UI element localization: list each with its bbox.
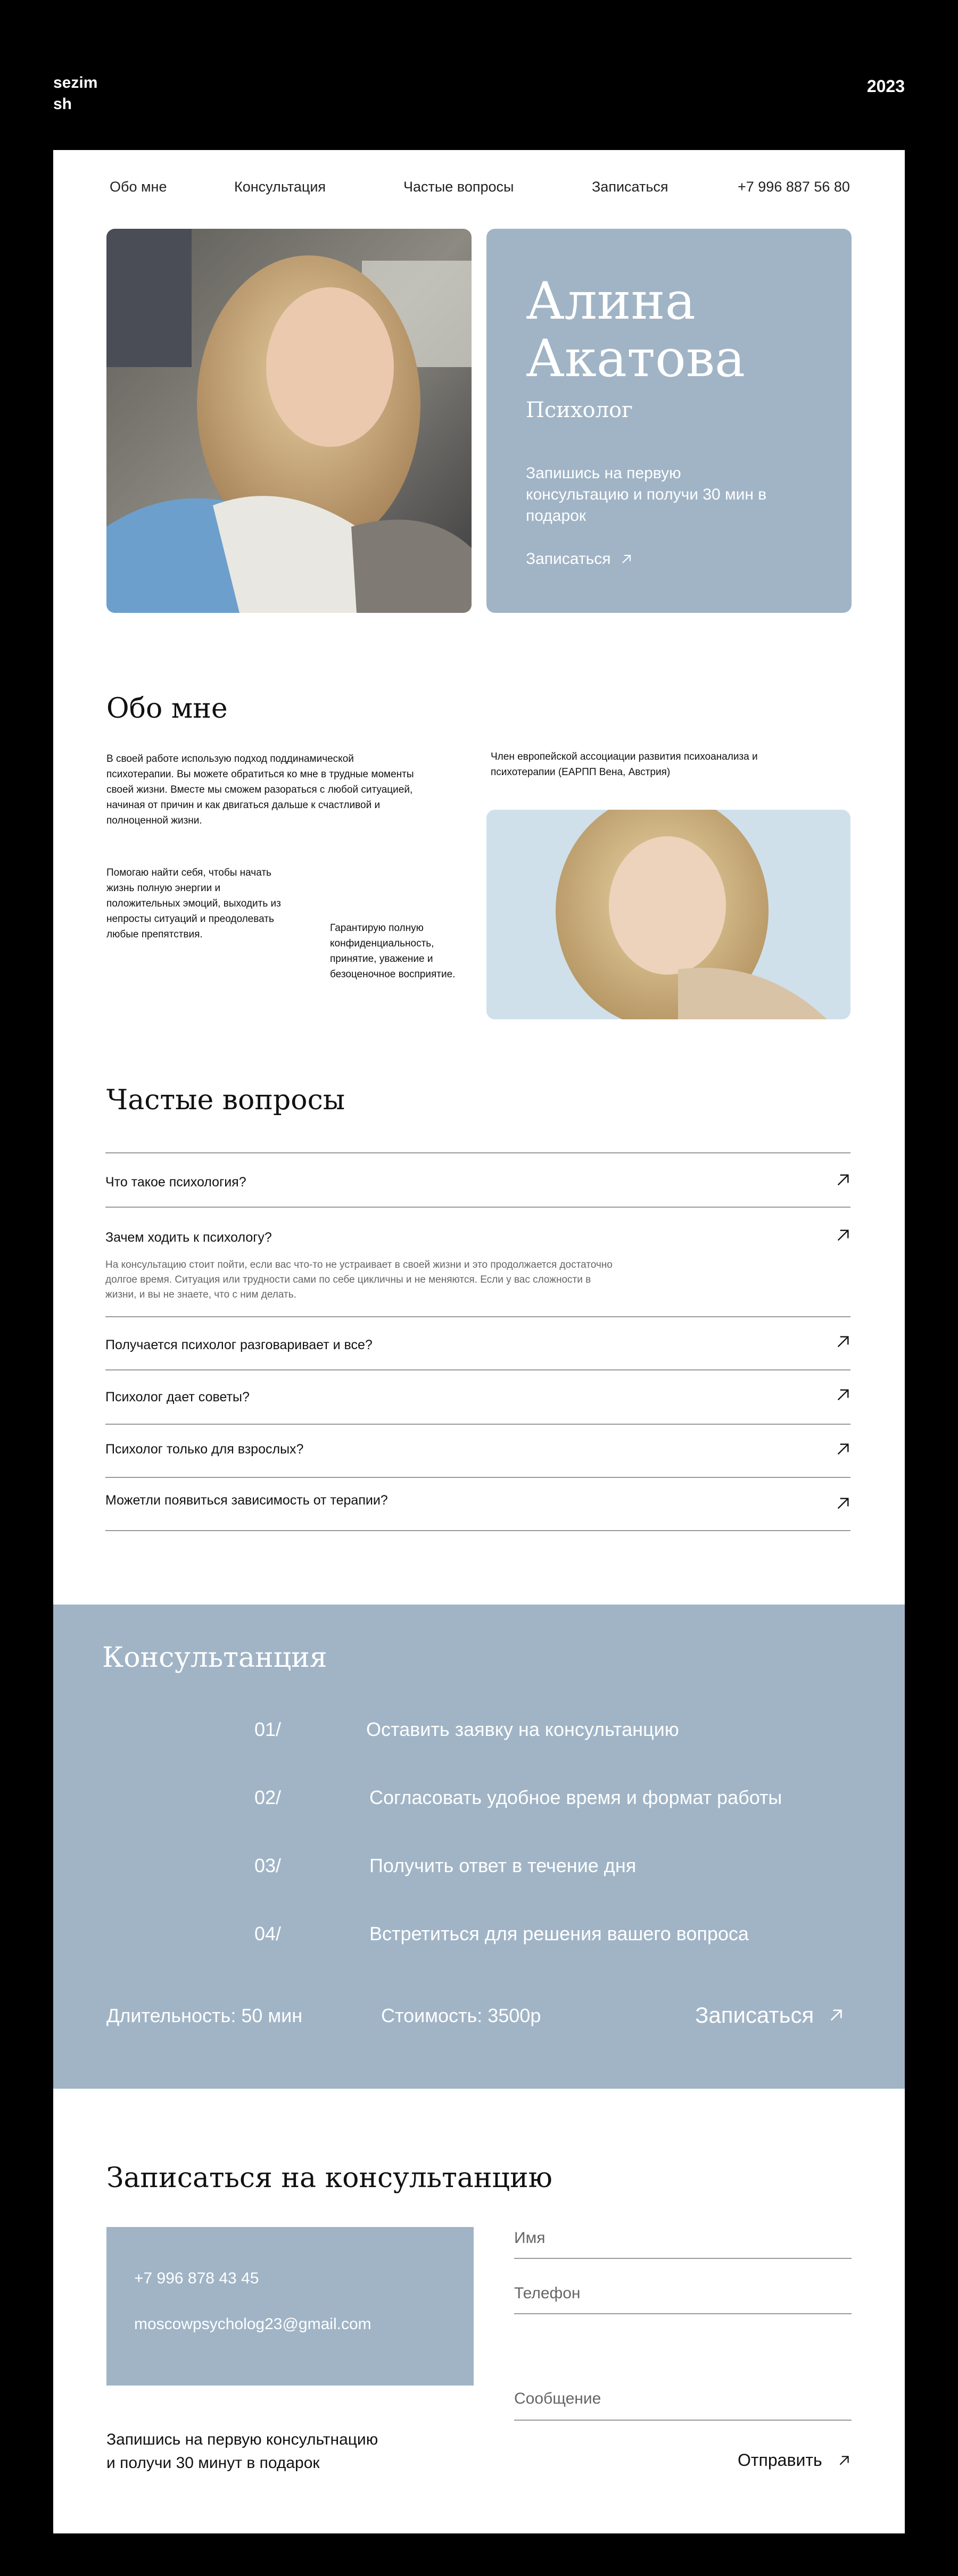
nav-consult-link[interactable]: Консультация xyxy=(234,179,326,195)
faq-divider xyxy=(105,1477,850,1478)
faq-question-6[interactable]: Можетли появиться зависимость от терапии? xyxy=(105,1493,388,1508)
brand-logo[interactable]: sezim sh xyxy=(53,74,98,113)
contact-phone[interactable]: +7 996 878 43 45 xyxy=(134,2270,259,2287)
faq-divider xyxy=(105,1207,850,1208)
name-field[interactable]: Имя xyxy=(514,2229,546,2247)
hero-promo: Запишись на первую консультацию и получи 30 мин в подарок xyxy=(526,464,767,525)
phone-field-underline xyxy=(514,2313,852,2314)
arrow-up-right-icon xyxy=(837,2454,851,2467)
consultation-signup-label: Записаться xyxy=(695,2002,814,2027)
nav-faq-link[interactable]: Частые вопросы xyxy=(403,179,514,195)
year-label: 2023 xyxy=(866,77,905,96)
about-paragraph-4: Гарантирую полную конфиденциальность, принятие, уважение и безоценочное восприятие. xyxy=(330,923,456,980)
step-text-4: Встретиться для решения вашего вопроса xyxy=(369,1923,749,1945)
arrow-up-right-icon[interactable] xyxy=(835,1227,852,1244)
message-field-underline xyxy=(514,2420,852,2421)
send-button[interactable] xyxy=(738,2450,851,2470)
faq-divider xyxy=(105,1152,850,1153)
consultation-duration: Длительность: 50 мин xyxy=(106,2005,303,2026)
message-field[interactable]: Сообщение xyxy=(514,2390,601,2407)
faq-divider xyxy=(105,1316,850,1317)
arrow-up-right-icon[interactable] xyxy=(835,1171,852,1189)
hero-card xyxy=(486,229,852,613)
name-field-underline xyxy=(514,2258,852,2259)
arrow-up-right-icon[interactable] xyxy=(835,1333,852,1350)
nav-about-link[interactable]: Обо мне xyxy=(110,179,167,195)
hero-photo xyxy=(106,229,472,613)
contact-title: Записаться на консультанцию xyxy=(106,2162,552,2194)
arrow-up-right-icon xyxy=(828,2007,845,2024)
about-paragraph-2: Член европейской ассоциации развития психоанализа и психотерапии (ЕАРПП Вена, Австрия) xyxy=(491,751,758,778)
step-number-1: 01/ xyxy=(254,1718,282,1740)
arrow-up-right-icon[interactable] xyxy=(835,1386,852,1403)
hero-role: Психолог xyxy=(526,398,633,422)
step-number-3: 03/ xyxy=(254,1855,282,1876)
step-text-1: Оставить заявку на консультанцию xyxy=(366,1718,679,1740)
contact-email[interactable]: moscowpsycholog23@gmail.com xyxy=(134,2315,371,2333)
faq-question-2[interactable]: Зачем ходить к психологу? xyxy=(105,1230,272,1245)
arrow-up-right-icon[interactable] xyxy=(835,1441,852,1458)
consultation-price: Стоимость: 3500р xyxy=(381,2005,541,2026)
faq-question-5[interactable]: Психолог только для взрослых? xyxy=(105,1442,304,1457)
about-title: Обо мне xyxy=(106,693,228,725)
step-text-3: Получить ответ в течение дня xyxy=(369,1855,637,1876)
faq-divider xyxy=(105,1424,850,1425)
step-text-2: Согласовать удобное время и формат работы xyxy=(369,1786,782,1808)
send-button-label: Отправить xyxy=(738,2450,822,2470)
hero-name: Алина Акатова xyxy=(526,271,746,388)
phone-field[interactable]: Телефон xyxy=(514,2284,581,2302)
consultation-section xyxy=(53,1605,905,2089)
about-paragraph-3: Помогаю найти себя, чтобы начать жизнь полную энергии и положительных эмоций, выходить из непросты ситуаций и преодолевать любые препятствия. xyxy=(106,867,281,940)
faq-divider xyxy=(105,1530,850,1531)
hero-signup-button[interactable] xyxy=(526,550,633,568)
about-paragraph-1: В своей работе использую подход поддинамической психотерапии. Вы можете обратиться ко мне в трудные моменты своей жизни. Вместе мы сможем разораться с любой ситуацией, начиная от причин и как двигаться дальше к счастливой и полноценной жизни. xyxy=(106,753,414,826)
faq-question-4[interactable]: Психолог дает советы? xyxy=(105,1390,250,1405)
faq-divider xyxy=(105,1369,850,1370)
step-number-4: 04/ xyxy=(254,1923,282,1945)
faq-answer-2: На консультацию стоит пойти, если вас что-то не устраивает в своей жизни и это продолжается достаточно долгое время. Ситуация или трудности сами по себе цикличны и не меняются. Если у вас сложности в жизни, и вы не знаете, что с ним делать. xyxy=(105,1259,613,1300)
contact-card xyxy=(106,2227,474,2386)
faq-question-3[interactable]: Получается психолог разговаривает и все? xyxy=(105,1337,373,1352)
arrow-up-right-icon[interactable] xyxy=(835,1495,852,1512)
arrow-up-right-icon xyxy=(620,553,633,566)
hero-signup-label: Записаться xyxy=(526,550,611,568)
contact-promo: Запишись на первую консультнацию и получи 30 минут в подарок xyxy=(106,2431,378,2472)
nav-phone-link[interactable]: +7 996 887 56 80 xyxy=(738,179,850,195)
consultation-title: Консультанция xyxy=(102,1642,327,1674)
faq-question-1[interactable]: Что такое психология? xyxy=(105,1175,246,1190)
faq-title: Частые вопросы xyxy=(106,1084,345,1116)
about-photo xyxy=(486,810,850,1019)
consultation-signup-button[interactable] xyxy=(695,2002,845,2028)
step-number-2: 02/ xyxy=(254,1786,282,1808)
nav-signup-link[interactable]: Записаться xyxy=(592,179,668,195)
